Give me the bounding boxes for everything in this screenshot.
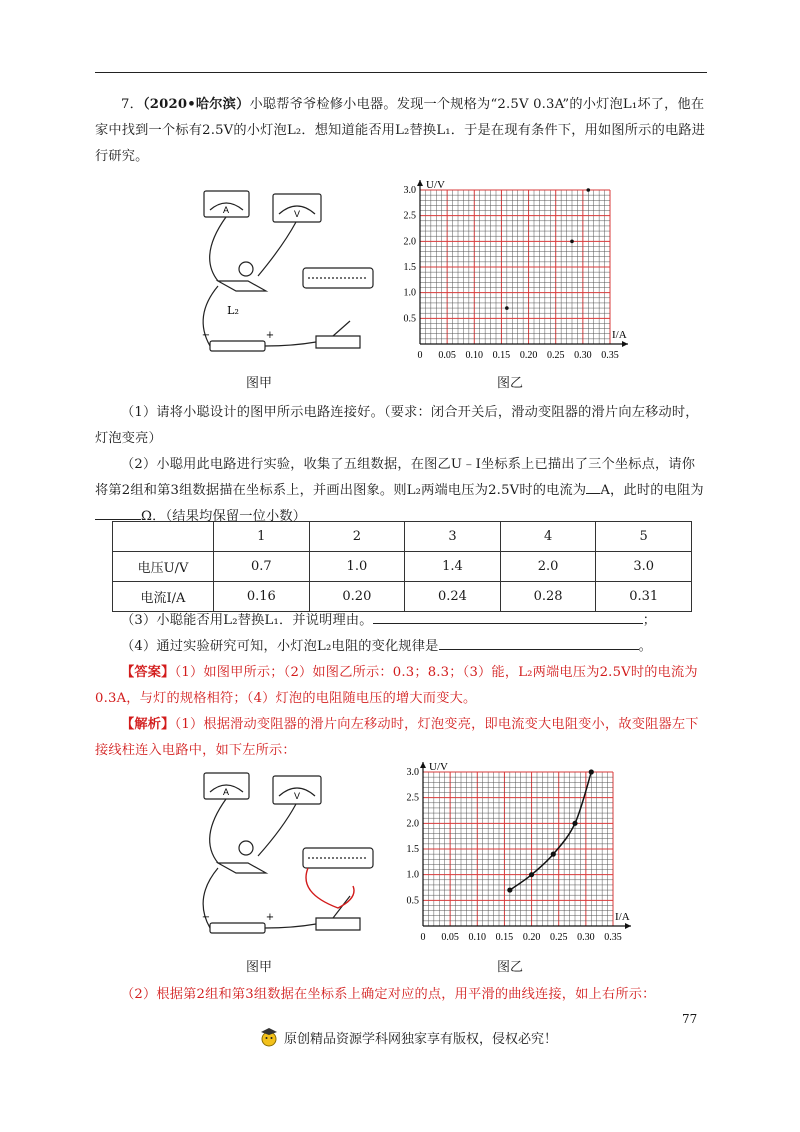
- x-axis-label: I/A: [612, 329, 627, 341]
- figure-yi-caption: 图乙: [497, 376, 524, 391]
- table-cell: 3.0: [596, 552, 692, 582]
- table-header-row: [113, 522, 692, 552]
- ui-chart-top: [390, 176, 660, 372]
- table-cell: 4: [500, 522, 596, 552]
- x-tick-label: 0: [420, 932, 426, 943]
- data-point: [529, 872, 534, 877]
- table-cell: 2: [309, 522, 405, 552]
- question-3: （3）小聪能否用L₂替换L₁．并说明理由。 ；: [95, 608, 707, 634]
- answer-block: 【答案】（1）如图甲所示；（2）如图乙所示：0.3；8.3；（3）能，L₂两端电压为2.5V时的电流为0.3A，与灯的规格相符；（4）灯泡的电阻随电压的增大而变大。: [95, 665, 698, 706]
- table-cell: 0.7: [214, 552, 310, 582]
- circuit-figure-top: [188, 186, 378, 366]
- mascot-icon: [258, 1026, 280, 1048]
- x-tick-label: 0.30: [577, 932, 595, 943]
- page-number: 77: [682, 1012, 698, 1026]
- data-point: [505, 306, 509, 310]
- table-cell: 1: [214, 522, 310, 552]
- x-tick-label: 0: [417, 350, 423, 361]
- data-point: [589, 769, 594, 774]
- data-point: [572, 821, 577, 826]
- voltmeter-label: V: [293, 209, 301, 219]
- x-tick-label: 0.35: [601, 350, 619, 361]
- table-cell: 0.31: [596, 582, 692, 612]
- data-point: [586, 188, 590, 192]
- y-axis-arrow: [417, 180, 423, 186]
- question-1: （1）请将小聪设计的图甲所示电路连接好。（要求：闭合开关后，滑动变阻器的滑片向左移动时，灯泡变亮）: [95, 405, 699, 446]
- table-cell: 电流I/A: [113, 582, 214, 612]
- battery-plus: +: [265, 330, 275, 341]
- x-tick-label: 0.05: [441, 932, 459, 943]
- y-tick-label: 0.5: [403, 313, 416, 325]
- answer-blank-q3[interactable]: [373, 609, 643, 624]
- x-tick-label: 0.15: [492, 350, 511, 361]
- battery-minus: −: [201, 330, 211, 341]
- table-cell: 2.0: [500, 552, 596, 582]
- table-cell: 1.4: [405, 552, 501, 582]
- x-tick-label: 0.20: [519, 350, 538, 361]
- x-tick-label: 0.05: [438, 350, 456, 361]
- x-tick-label: 0.20: [522, 932, 541, 943]
- y-tick-label: 3.0: [403, 185, 416, 196]
- y-tick-label: 3.0: [406, 767, 419, 778]
- table-row: [113, 552, 692, 582]
- header-rule: [95, 72, 707, 73]
- table-row: [113, 582, 692, 612]
- table-cell: 1.0: [309, 552, 405, 582]
- x-tick-label: 0.35: [604, 932, 622, 943]
- x-tick-label: 0.25: [549, 932, 568, 943]
- analysis-block-1: 【解析】（1）根据滑动变阻器的滑片向左移动时，灯泡变亮，即电流变大电阻变小，故变阻器左下接线柱连入电路中，如下左所示：: [95, 717, 699, 758]
- table-cell: 0.28: [500, 582, 596, 612]
- y-tick-label: 1.0: [403, 287, 416, 299]
- ui-chart-bottom: [393, 758, 663, 954]
- analysis-block-2: （2）根据第2组和第3组数据在坐标系上确定对应的点，用平滑的曲线连接，如上右所示：: [121, 987, 656, 1002]
- x-tick-label: 0.30: [574, 350, 592, 361]
- battery-plus: +: [265, 912, 275, 923]
- data-point: [507, 887, 512, 892]
- x-tick-label: 0.25: [546, 350, 565, 361]
- table-cell: 0.20: [309, 582, 405, 612]
- figure-jia-caption: 图甲: [246, 960, 273, 975]
- answer-blank-q4[interactable]: [439, 635, 639, 650]
- data-table: [112, 521, 692, 612]
- circuit-figure-bottom: [188, 768, 378, 948]
- voltmeter-label: V: [293, 791, 301, 801]
- x-tick-label: 0.10: [465, 350, 484, 361]
- ui-curve: [510, 772, 591, 890]
- y-tick-label: 1.5: [406, 844, 419, 855]
- x-tick-label: 0.15: [495, 932, 514, 943]
- y-tick-label: 2.5: [403, 210, 416, 222]
- data-point: [570, 240, 574, 244]
- figure-jia-caption: 图甲: [246, 376, 273, 391]
- x-axis-label: I/A: [615, 911, 630, 923]
- footer-text: 原创精品资源学科网独家享有版权，侵权必究！: [284, 1031, 558, 1047]
- table-cell: 0.24: [405, 582, 501, 612]
- table-cell: [113, 522, 214, 552]
- y-tick-label: 2.0: [403, 236, 416, 248]
- x-axis-arrow: [622, 341, 628, 347]
- table-cell: 0.16: [214, 582, 310, 612]
- footer: [258, 1026, 557, 1048]
- y-tick-label: 2.5: [406, 792, 419, 804]
- answer-blank-resistance[interactable]: [95, 505, 141, 520]
- ammeter-label: A: [222, 205, 230, 215]
- y-tick-label: 1.0: [406, 869, 419, 881]
- table-cell: 5: [596, 522, 692, 552]
- y-tick-label: 0.5: [406, 895, 419, 907]
- question-2: （2）小聪用此电路进行实验，收集了五组数据，在图乙U﹣I坐标系上已描出了三个坐标点，请你将第2组和第3组数据描在坐标系上，并画出图象。则L₂两端电压为2.5V时的电流为 A，此时的电阻为Ω．（结果均保留一位小数）: [95, 457, 704, 524]
- y-axis-arrow: [420, 762, 426, 768]
- y-tick-label: 2.0: [406, 818, 419, 830]
- l2-label: L₂: [227, 304, 239, 317]
- y-axis-label: U/V: [426, 179, 445, 191]
- table-cell: 电压U/V: [113, 552, 214, 582]
- ammeter-label: A: [222, 787, 230, 797]
- answer-blank-current[interactable]: [586, 479, 600, 494]
- table-cell: 3: [405, 522, 501, 552]
- y-axis-label: U/V: [429, 761, 448, 773]
- x-axis-arrow: [625, 923, 631, 929]
- battery-minus: −: [201, 912, 211, 923]
- figure-yi-caption: 图乙: [497, 960, 524, 975]
- problem-statement: 7．（2020•哈尔滨）小聪帮爷爷检修小电器。发现一个规格为“2.5V 0.3A”的小灯泡L₁坏了，他在家中找到一个标有2.5V的小灯泡L₂．想知道能否用L₂替换L₁．于是在现有条件下，用如图所示的电路进行研究。: [95, 97, 706, 164]
- x-tick-label: 0.10: [468, 932, 487, 943]
- question-4: （4）通过实验研究可知，小灯泡L₂电阻的变化规律是 。: [95, 634, 707, 660]
- y-tick-label: 1.5: [403, 262, 416, 273]
- data-point: [551, 852, 556, 857]
